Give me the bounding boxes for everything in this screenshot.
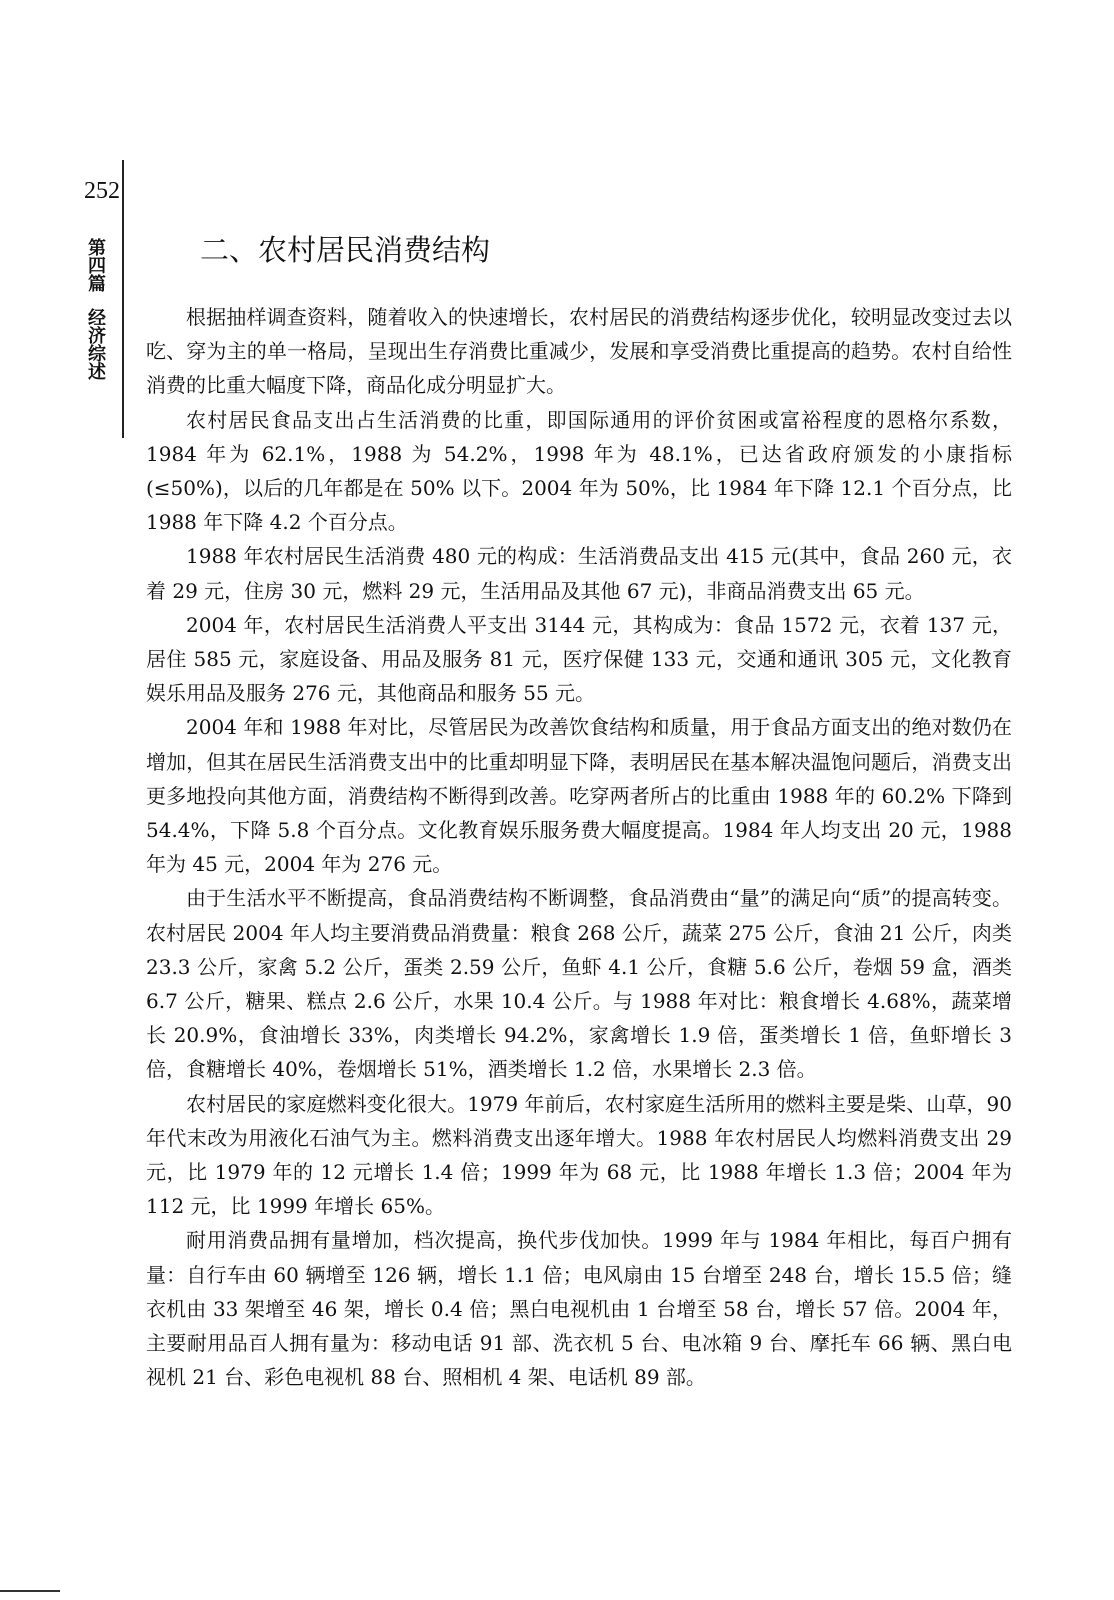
section-title: 二、农村居民消费结构 bbox=[200, 233, 491, 267]
margin-rule bbox=[122, 160, 124, 438]
bottom-edge-mark bbox=[0, 1590, 60, 1592]
paragraph: 由于生活水平不断提高，食品消费结构不断调整，食品消费由“量”的满足向“质”的提高转变。农村居民 2004 年人均主要消费品消费量：粮食 268 公斤，蔬菜 275 公斤，食油 21 公斤，肉类 23.3 公斤，家禽 5.2 公斤，蛋类 2.59 公斤，鱼虾 4.1 公斤，食糖 5.6 公斤，卷烟 59 盒，酒类 6.7 公斤，糖果、糕点 2.6 公斤，水果 10.4 公斤。与 1988 年对比：粮食增长 4.68%，蔬菜增长 20.9%，食油增长 33%，肉类增长 94.2%，家禽增长 1.9 倍，蛋类增长 1 倍，鱼虾增长 3 倍，食糖增长 40%，卷烟增长 51%，酒类增长 1.2 倍，水果增长 2.3 倍。 bbox=[146, 886, 1012, 1082]
body-text bbox=[146, 300, 1012, 1395]
side-label-part: 第四篇 bbox=[85, 238, 106, 292]
paragraph: 农村居民食品支出占生活消费的比重，即国际通用的评价贫困或富裕程度的恩格尔系数，1984 年为 62.1%，1988 为 54.2%，1998 年为 48.1%，已达省政府颁发的小康指标(≤50%)，以后的几年都是在 50% 以下。2004 年为 50%，比 1984 年下降 12.1 个百分点，比 1988 年下降 4.2 个百分点。 bbox=[146, 407, 1012, 535]
page-number: 252 bbox=[84, 178, 120, 204]
paragraph: 耐用消费品拥有量增加，档次提高，换代步伐加快。1999 年与 1984 年相比，每百户拥有量：自行车由 60 辆增至 126 辆，增长 1.1 倍；电风扇由 15 台增至 248 台，增长 15.5 倍；缝衣机由 33 架增至 46 架，增长 0.4 倍；黑白电视机由 1 台增至 58 台，增长 57 倍。2004 年，主要耐用品百人拥有量为：移动电话 91 部、洗衣机 5 台、电冰箱 9 台、摩托车 66 辆、黑白电视机 21 台、彩色电视机 88 台、照相机 4 架、电话机 89 部。 bbox=[146, 1228, 1012, 1390]
paragraph: 2004 年和 1988 年对比，尽管居民为改善饮食结构和质量，用于食品方面支出的绝对数仍在增加，但其在居民生活消费支出中的比重却明显下降，表明居民在基本解决温饱问题后，消费支出更多地投向其他方面，消费结构不断得到改善。吃穿两者所占的比重由 1988 年的 60.2% 下降到 54.4%，下降 5.8 个百分点。文化教育娱乐服务费大幅度提高。1984 年人均支出 20 元，1988 年为 45 元，2004 年为 276 元。 bbox=[146, 715, 1012, 877]
paragraph: 2004 年，农村居民生活消费人平支出 3144 元，其构成为：食品 1572 元，衣着 137 元，居住 585 元，家庭设备、用品及服务 81 元，医疗保健 133 元，交通和通讯 305 元，文化教育娱乐用品及服务 276 元，其他商品和服务 55 元。 bbox=[146, 612, 1012, 706]
paragraph: 1988 年农村居民生活消费 480 元的构成：生活消费品支出 415 元(其中，食品 260 元，衣着 29 元，住房 30 元，燃料 29 元，生活用品及其他 67 元)，非商品消费支出 65 元。 bbox=[146, 544, 1012, 603]
paragraph: 农村居民的家庭燃料变化很大。1979 年前后，农村家庭生活所用的燃料主要是柴、山草，90 年代末改为用液化石油气为主。燃料消费支出逐年增大。1988 年农村居民人均燃料消费支出 29 元，比 1979 年的 12 元增长 1.4 倍；1999 年为 68 元，比 1988 年增长 1.3 倍；2004 年为 112 元，比 1999 年增长 65%。 bbox=[146, 1091, 1012, 1219]
paragraph: 根据抽样调查资料，随着收入的快速增长，农村居民的消费结构逐步优化，较明显改变过去以吃、穿为主的单一格局，呈现出生存消费比重减少，发展和享受消费比重提高的趋势。农村自给性消费的比重大幅度下降，商品化成分明显扩大。 bbox=[146, 305, 1012, 398]
side-label-title: 经济综述 bbox=[85, 308, 106, 380]
side-label bbox=[78, 238, 112, 380]
